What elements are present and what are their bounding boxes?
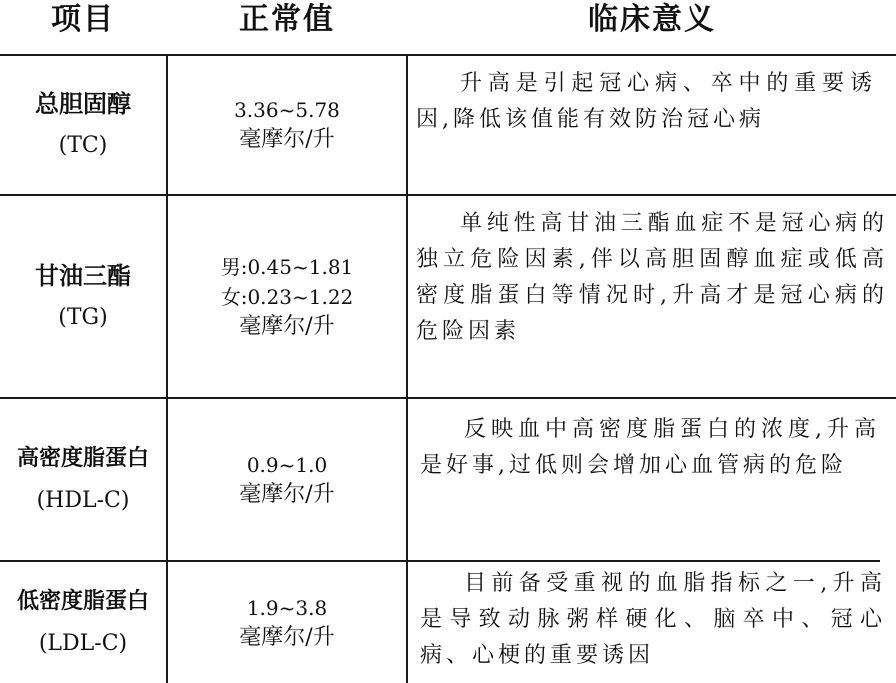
table-row-tc-meaning: 升高是引起冠心病、卒中的重要诱因,降低该值能有效防治冠心病 xyxy=(416,71,876,132)
table-row-ldl-normal xyxy=(168,562,406,683)
table-row-tg-normal xyxy=(168,196,406,397)
table-row-tg-name xyxy=(0,196,166,397)
lipid-name: 高密度脂蛋白 xyxy=(16,445,149,471)
header-item: 项目 xyxy=(51,2,115,37)
lipid-name: 甘油三酯 xyxy=(35,261,131,290)
normal-range-male: 男:0.45~1.81 xyxy=(220,254,354,279)
normal-unit: 毫摩尔/升 xyxy=(239,127,335,152)
table-row-hdl-meaning: 反映血中高密度脂蛋白的浓度,升高是好事,过低则会增加心血管病的危险 xyxy=(420,417,880,478)
column-divider xyxy=(406,56,408,683)
table-row-tc-name xyxy=(0,56,166,194)
table-row-tg-meaning: 单纯性高甘油三酯血症不是冠心病的独立危险因素,伴以高胆固醇血症或低高密度脂蛋白等情况时,升高才是冠心病的危险因素 xyxy=(416,211,888,344)
normal-range-female: 女:0.23~1.22 xyxy=(220,284,354,309)
table-row-ldl-meaning: 目前备受重视的血脂指标之一,升高是导致动脉粥样硬化、脑卒中、冠心病、心梗的重要诱因 xyxy=(420,571,886,668)
lipid-abbreviation: (LDL-C) xyxy=(38,630,128,656)
lipid-abbreviation: (HDL-C) xyxy=(36,487,130,513)
normal-unit: 毫摩尔/升 xyxy=(239,481,335,507)
normal-range: 0.9~1.0 xyxy=(246,452,328,477)
lipid-abbreviation: (TG) xyxy=(58,304,108,330)
lipid-name: 总胆固醇 xyxy=(35,90,131,118)
lipid-name: 低密度脂蛋白 xyxy=(16,588,149,614)
table-row-hdl-normal xyxy=(168,399,406,560)
normal-range: 3.36~5.78 xyxy=(234,98,340,122)
table-row-ldl-name xyxy=(0,562,166,683)
normal-range: 1.9~3.8 xyxy=(246,595,328,620)
table-row-tc-normal xyxy=(168,56,406,194)
lipid-abbreviation: (TC) xyxy=(58,133,108,158)
table-row-hdl-name xyxy=(0,399,166,560)
header-clinical-meaning: 临床意义 xyxy=(588,2,716,37)
normal-unit: 毫摩尔/升 xyxy=(239,624,335,650)
table-header xyxy=(0,0,896,56)
normal-unit: 毫摩尔/升 xyxy=(239,313,335,339)
header-normal-value: 正常值 xyxy=(239,2,335,37)
